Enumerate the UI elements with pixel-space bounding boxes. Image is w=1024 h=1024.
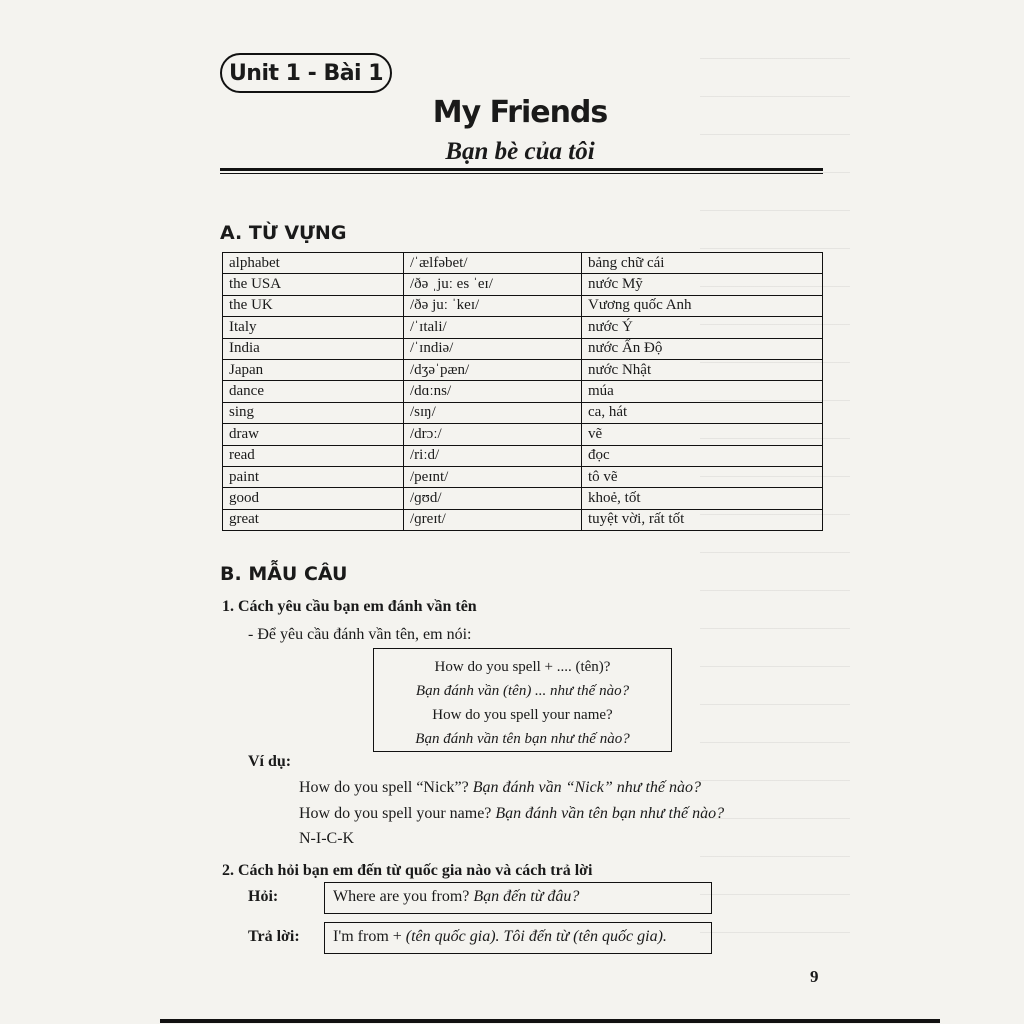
example-label: Ví dụ: — [248, 753, 292, 770]
vocab-meaning: nước Mỹ — [582, 274, 823, 295]
example-2 — [299, 805, 724, 823]
title-rule-thin — [220, 173, 823, 174]
vocab-meaning: tuyệt vời, rất tốt — [582, 509, 823, 530]
vocab-meaning: nước Nhật — [582, 359, 823, 380]
example-3: N-I-C-K — [299, 830, 355, 847]
vocab-word: the USA — [223, 274, 404, 295]
pattern-line-2: Bạn đánh vần (tên) ... như thế nào? — [415, 683, 630, 699]
item2-title: 2. Cách hỏi bạn em đến từ quốc gia nào và cách trả lời — [222, 862, 593, 879]
page-number: 9 — [810, 967, 819, 986]
page-bottom-edge — [160, 1019, 940, 1023]
vocab-word: sing — [223, 402, 404, 423]
vocab-meaning: vẽ — [582, 424, 823, 445]
table-row — [223, 295, 823, 316]
unit-label: Unit 1 - Bài 1 — [220, 53, 392, 93]
table-row — [223, 359, 823, 380]
vocab-word: paint — [223, 466, 404, 487]
vocab-ipa: /peɪnt/ — [404, 466, 582, 487]
vocab-meaning: đọc — [582, 445, 823, 466]
item1-title: 1. Cách yêu cầu bạn em đánh vần tên — [222, 598, 477, 615]
page-subtitle: Bạn bè của tôi — [445, 138, 595, 165]
vocab-word: Italy — [223, 317, 404, 338]
table-row — [223, 317, 823, 338]
example-1-vi: Bạn đánh vần “Nick” như thế nào? — [472, 779, 701, 796]
vocab-ipa: /riːd/ — [404, 445, 582, 466]
vocab-meaning: múa — [582, 381, 823, 402]
vocab-ipa: /ˈɪndiə/ — [404, 338, 582, 359]
section-b-heading: B. MẪU CÂU — [220, 563, 348, 585]
ask-label: Hỏi: — [248, 888, 279, 905]
vocab-word: great — [223, 509, 404, 530]
vocab-word: good — [223, 488, 404, 509]
vocab-ipa: /ɡreɪt/ — [404, 509, 582, 530]
vocab-word: dance — [223, 381, 404, 402]
vocab-ipa: /ˈɪtali/ — [404, 317, 582, 338]
page-title: My Friends — [432, 95, 608, 130]
vocab-meaning: bảng chữ cái — [582, 253, 823, 274]
vocab-word: alphabet — [223, 253, 404, 274]
vocab-meaning: Vương quốc Anh — [582, 295, 823, 316]
vocab-ipa: /drɔː/ — [404, 424, 582, 445]
pattern-box — [373, 648, 672, 752]
pattern-line-3: How do you spell your name? — [432, 707, 613, 723]
vocab-ipa: /dʒəˈpæn/ — [404, 359, 582, 380]
title-rule-thick — [220, 168, 823, 171]
vocab-ipa: /ðə ˌjuː es ˈeɪ/ — [404, 274, 582, 295]
table-row — [223, 253, 823, 274]
section-a-heading: A. TỪ VỰNG — [220, 222, 347, 244]
vocab-word: the UK — [223, 295, 404, 316]
table-row — [223, 402, 823, 423]
vocab-meaning: nước Ấn Độ — [582, 338, 823, 359]
example-1-en: How do you spell “Nick”? — [299, 779, 469, 796]
ask-en: Where are you from? — [333, 888, 470, 905]
table-row — [223, 445, 823, 466]
ask-vi: Bạn đến từ đâu? — [473, 888, 580, 905]
table-row — [223, 274, 823, 295]
vocab-meaning: ca, hát — [582, 402, 823, 423]
example-1 — [299, 779, 701, 797]
table-row — [223, 381, 823, 402]
table-row — [223, 509, 823, 530]
vocab-word: draw — [223, 424, 404, 445]
answer-vi: (tên quốc gia). Tôi đến từ (tên quốc gia). — [405, 928, 667, 945]
vocab-ipa: /ˈælfəbet/ — [404, 253, 582, 274]
item1-intro: - Để yêu cầu đánh vần tên, em nói: — [248, 626, 472, 643]
pattern-line-1: How do you spell + .... (tên)? — [434, 659, 611, 675]
example-2-vi: Bạn đánh vần tên bạn như thế nào? — [495, 805, 725, 822]
vocab-word: read — [223, 445, 404, 466]
answer-en: I'm from + — [333, 928, 402, 945]
vocab-word: India — [223, 338, 404, 359]
vocab-meaning: nước Ý — [582, 317, 823, 338]
table-row — [223, 466, 823, 487]
vocab-meaning: khoẻ, tốt — [582, 488, 823, 509]
table-row — [223, 488, 823, 509]
table-row — [223, 338, 823, 359]
vocabulary-table — [222, 252, 823, 531]
ask-box — [324, 882, 712, 914]
answer-label: Trả lời: — [248, 928, 300, 945]
pattern-line-4: Bạn đánh vần tên bạn như thế nào? — [415, 731, 630, 747]
vocab-ipa: /dɑːns/ — [404, 381, 582, 402]
vocab-ipa: /ðə juː ˈkeɪ/ — [404, 295, 582, 316]
vocab-meaning: tô vẽ — [582, 466, 823, 487]
vocab-ipa: /sɪŋ/ — [404, 402, 582, 423]
answer-box — [324, 922, 712, 954]
example-2-en: How do you spell your name? — [299, 805, 492, 822]
table-row — [223, 424, 823, 445]
vocab-ipa: /ɡʊd/ — [404, 488, 582, 509]
vocab-word: Japan — [223, 359, 404, 380]
